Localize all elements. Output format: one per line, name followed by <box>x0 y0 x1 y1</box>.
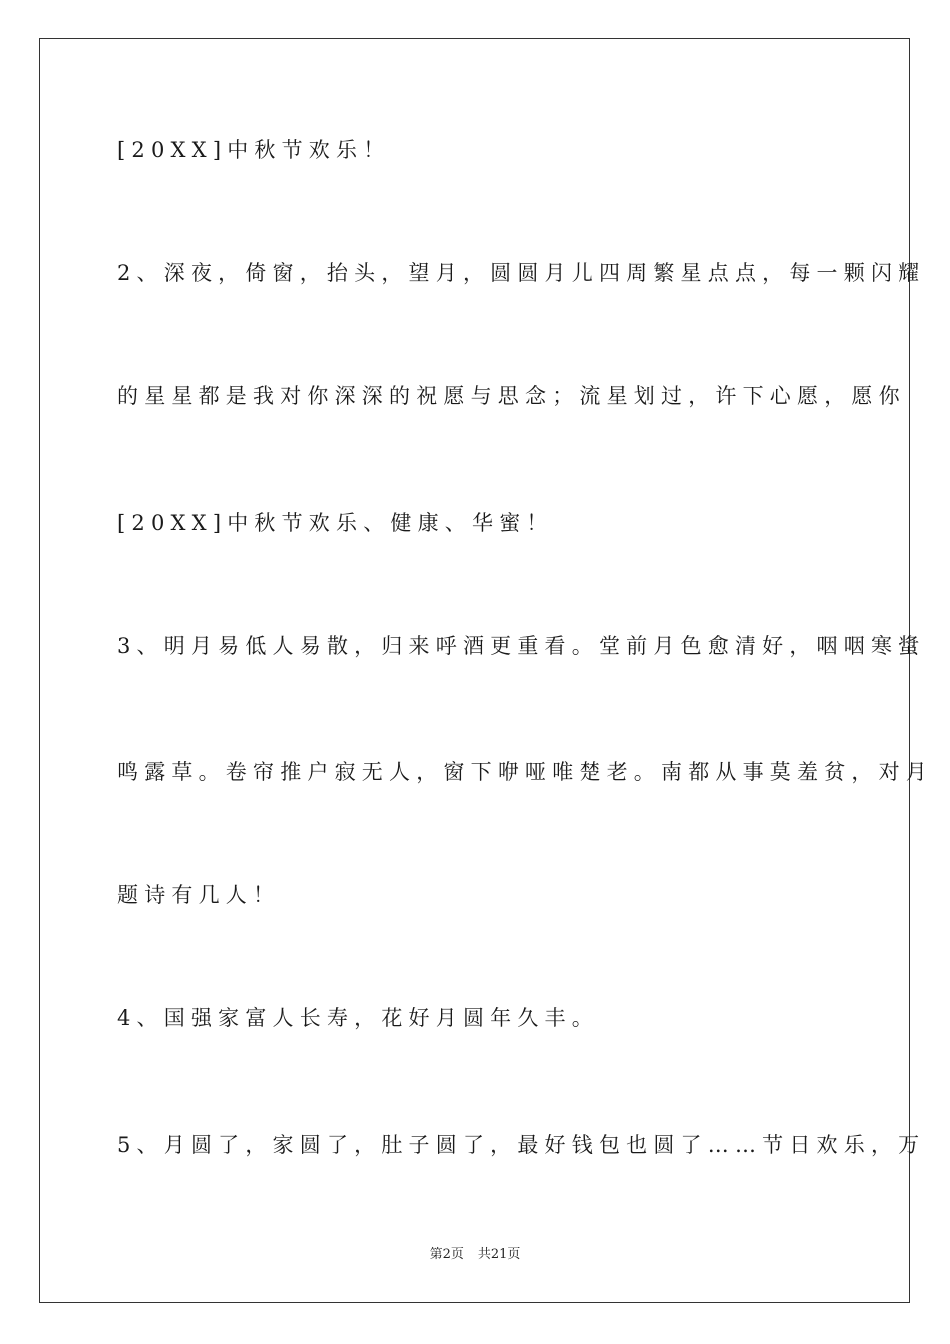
page-total: 共21页 <box>477 1247 521 1262</box>
page-footer <box>0 1246 950 1264</box>
text-line-4: [20XX]中秋节欢乐、健康、华蜜！ <box>117 511 554 535</box>
text-line-1: [20XX]中秋节欢乐！ <box>117 138 391 162</box>
text-line-6: 鸣露草。卷帘推户寂无人，窗下咿哑唯楚老。南都从事莫羞贫，对月 <box>117 760 933 784</box>
text-line-3: 的星星都是我对你深深的祝愿与思念；流星划过，许下心愿，愿你 <box>117 384 906 408</box>
text-line-5: 3、明月易低人易散，归来呼酒更重看。堂前月色愈清好，咽咽寒螀 <box>117 634 926 658</box>
text-line-7: 题诗有几人！ <box>117 883 281 907</box>
text-line-8: 4、国强家富人长寿，花好月圆年久丰。 <box>117 1006 599 1030</box>
page-border <box>39 38 933 1303</box>
text-line-2: 2、深夜，倚窗，抬头，望月，圆圆月儿四周繁星点点，每一颗闪耀 <box>117 261 926 285</box>
text-line-9: 5、月圆了，家圆了，肚子圆了，最好钱包也圆了……节日欢乐，万 <box>117 1133 926 1157</box>
page-number: 第2页 <box>429 1247 464 1262</box>
